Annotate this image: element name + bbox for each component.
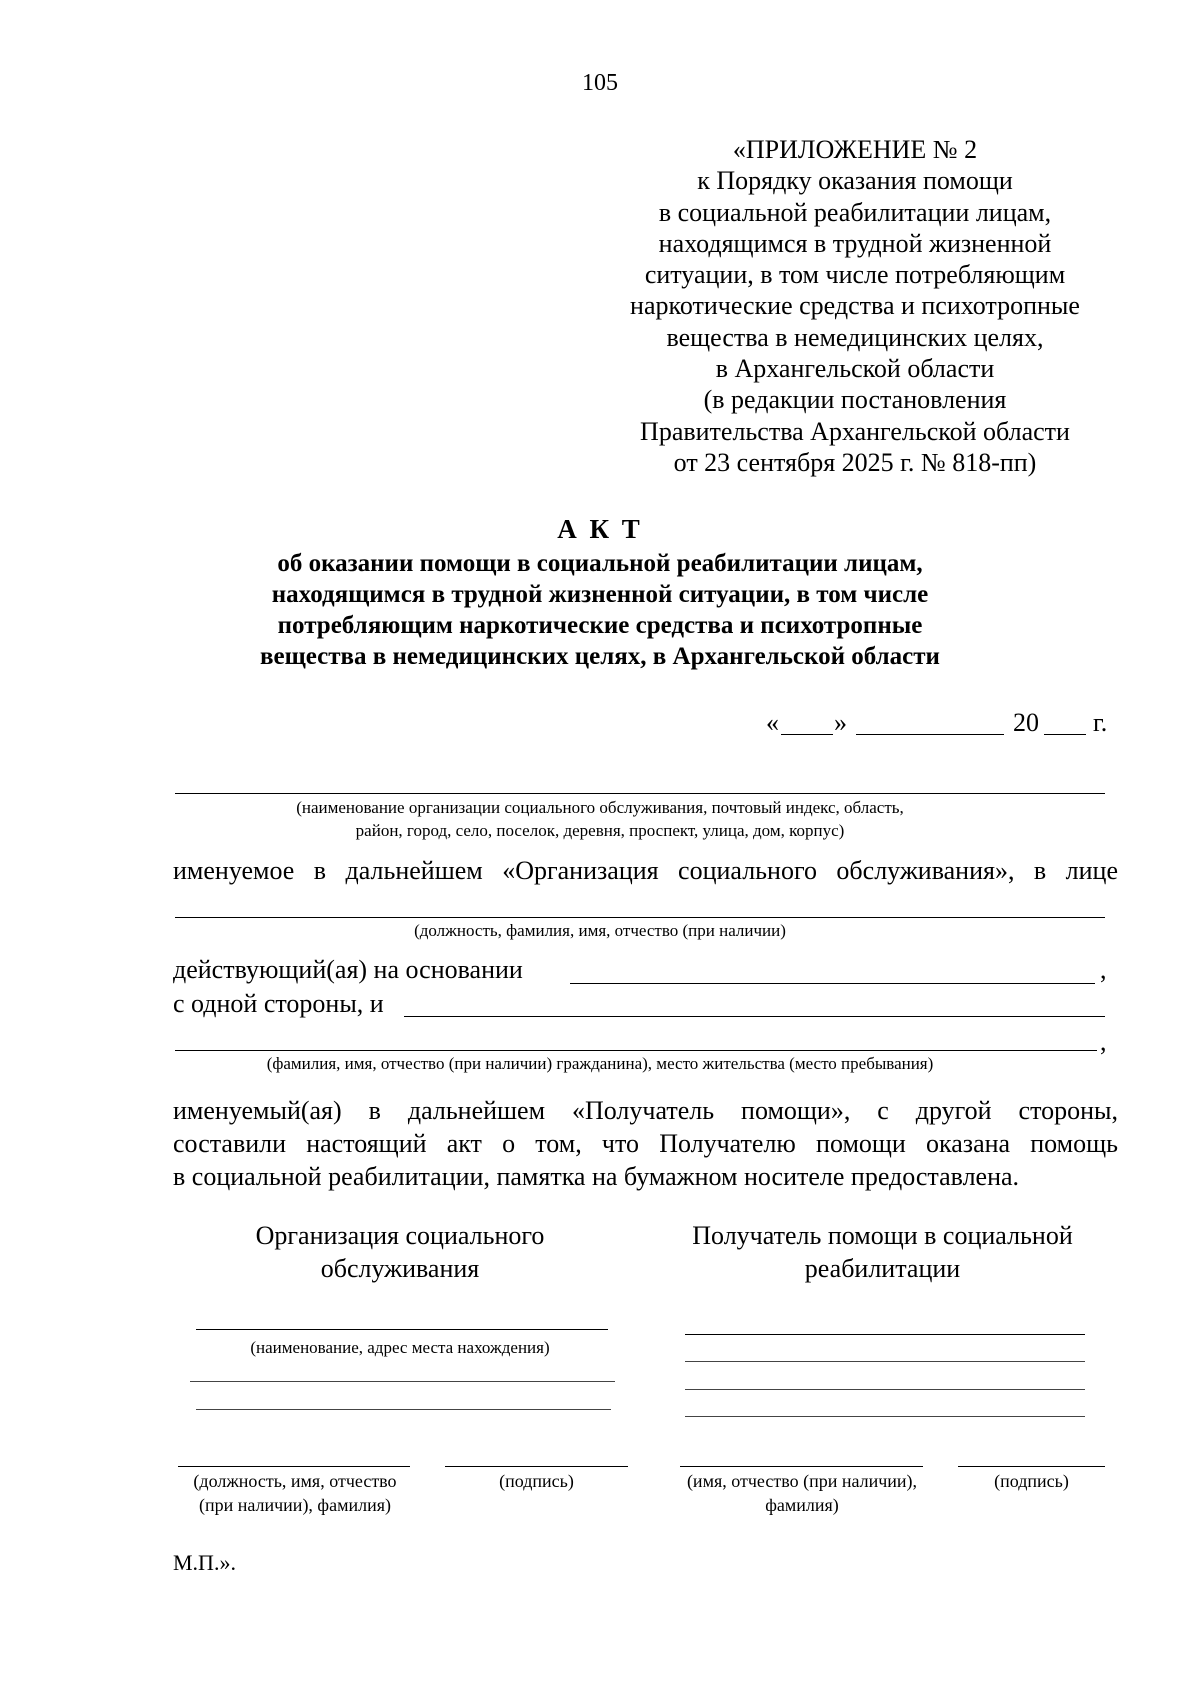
appendix-line: в социальной реабилитации лицам, (658, 197, 1052, 227)
year-suffix: г. (1093, 708, 1108, 737)
caption-line: фамилия) (765, 1495, 839, 1515)
caption-line: (подпись) (994, 1471, 1069, 1491)
comma: , (1100, 955, 1107, 984)
recipient-signature-blank[interactable] (958, 1466, 1105, 1467)
organization-address-blank[interactable] (196, 1409, 611, 1410)
appendix-line: вещества в немедицинских целях, (666, 322, 1044, 352)
appendix-line: (в редакции постановления (703, 385, 1007, 415)
organization-caption: район, город, село, поселок, деревня, проспект, улица, дом, корпус) (355, 821, 845, 840)
recipient-blank[interactable] (685, 1361, 1085, 1362)
appendix-line: к Порядку оказания помощи (697, 166, 1013, 196)
act-title: А К Т (557, 514, 643, 544)
recipient-name-caption (670, 1469, 934, 1517)
comma: , (1100, 1027, 1107, 1056)
appendix-line: в Архангельской области (715, 354, 995, 384)
citizen-blank[interactable] (404, 1016, 1105, 1017)
recipient-signature-caption (958, 1469, 1105, 1493)
organization-position-blank[interactable] (178, 1466, 410, 1467)
organization-position-caption (170, 1469, 420, 1517)
act-subtitle-line: потребляющим наркотические средства и психотропные (277, 612, 923, 639)
basis-blank[interactable] (570, 983, 1095, 984)
month-blank[interactable] (856, 734, 1004, 735)
heading-line: Получатель помощи в социальной (692, 1221, 1073, 1250)
heading-line: Организация социального (255, 1221, 545, 1250)
appendix-line: от 23 сентября 2025 г. № 818-пп) (673, 447, 1037, 477)
recipient-blank[interactable] (685, 1416, 1085, 1417)
citizen-address-blank[interactable] (175, 1050, 1097, 1051)
recipient-signature-heading (660, 1219, 1105, 1285)
organization-caption: (наименование организации социального обслуживания, почтовый индекс, область, (296, 798, 904, 817)
recipient-blank[interactable] (685, 1334, 1085, 1335)
named-as-text: именуемое в дальнейшем «Организация социального обслуживания», в лице (173, 856, 1118, 885)
organization-blank[interactable] (175, 793, 1105, 794)
organization-name-caption: (наименование, адрес места нахождения) (250, 1338, 550, 1357)
organization-name-blank[interactable] (196, 1329, 608, 1330)
appendix-line: Правительства Архангельской области (640, 416, 1070, 446)
acting-basis-text: действующий(ая) на основании (173, 955, 523, 984)
page-number: 105 (582, 70, 618, 96)
representative-blank[interactable] (175, 917, 1105, 918)
date-close-quote: » (834, 708, 847, 737)
recipient-name-blank[interactable] (680, 1466, 923, 1467)
organization-signature-heading (190, 1219, 610, 1285)
date-open-quote: « (766, 708, 779, 737)
year-prefix: 20 (1013, 708, 1039, 737)
act-paragraph (173, 1094, 1118, 1193)
appendix-line: находящимся в трудной жизненной (658, 228, 1052, 258)
paragraph-line: составили настоящий акт о том, что Получателю помощи оказана помощь (173, 1129, 1118, 1158)
organization-signature-blank[interactable] (445, 1466, 628, 1467)
act-subtitle-line: вещества в немедицинских целях, в Архангельской области (260, 643, 940, 670)
year-blank[interactable] (1044, 734, 1086, 735)
organization-address-blank[interactable] (190, 1381, 615, 1382)
position-caption: (должность, фамилия, имя, отчество (при наличии) (414, 921, 786, 940)
appendix-header (610, 134, 1100, 478)
one-side-text: с одной стороны, и (173, 989, 384, 1018)
caption-line: (должность, имя, отчество (193, 1471, 397, 1491)
heading-line: реабилитации (804, 1254, 961, 1283)
appendix-line: наркотические средства и психотропные (630, 291, 1080, 321)
caption-line: (при наличии), фамилия) (198, 1495, 392, 1515)
stamp-label: М.П.». (173, 1550, 236, 1575)
act-subtitle (0, 548, 1200, 672)
act-subtitle-line: находящимся в трудной жизненной ситуации, в том числе (271, 581, 929, 608)
caption-line: (имя, отчество (при наличии), (686, 1471, 918, 1491)
citizen-caption: (фамилия, имя, отчество (при наличии) гражданина), место жительства (место пребывания) (266, 1054, 934, 1073)
paragraph-line: в социальной реабилитации, памятка на бумажном носителе предоставлена. (173, 1162, 1020, 1191)
act-subtitle-line: об оказании помощи в социальной реабилитации лицам, (277, 550, 923, 577)
caption-line: (подпись) (499, 1471, 574, 1491)
appendix-line: ситуации, в том числе потребляющим (644, 260, 1066, 290)
organization-signature-caption (445, 1469, 628, 1493)
recipient-blank[interactable] (685, 1389, 1085, 1390)
appendix-line: «ПРИЛОЖЕНИЕ № 2 (732, 135, 978, 164)
heading-line: обслуживания (320, 1254, 480, 1283)
paragraph-line: именуемый(ая) в дальнейшем «Получатель помощи», с другой стороны, (173, 1096, 1118, 1125)
day-blank[interactable] (781, 734, 833, 735)
